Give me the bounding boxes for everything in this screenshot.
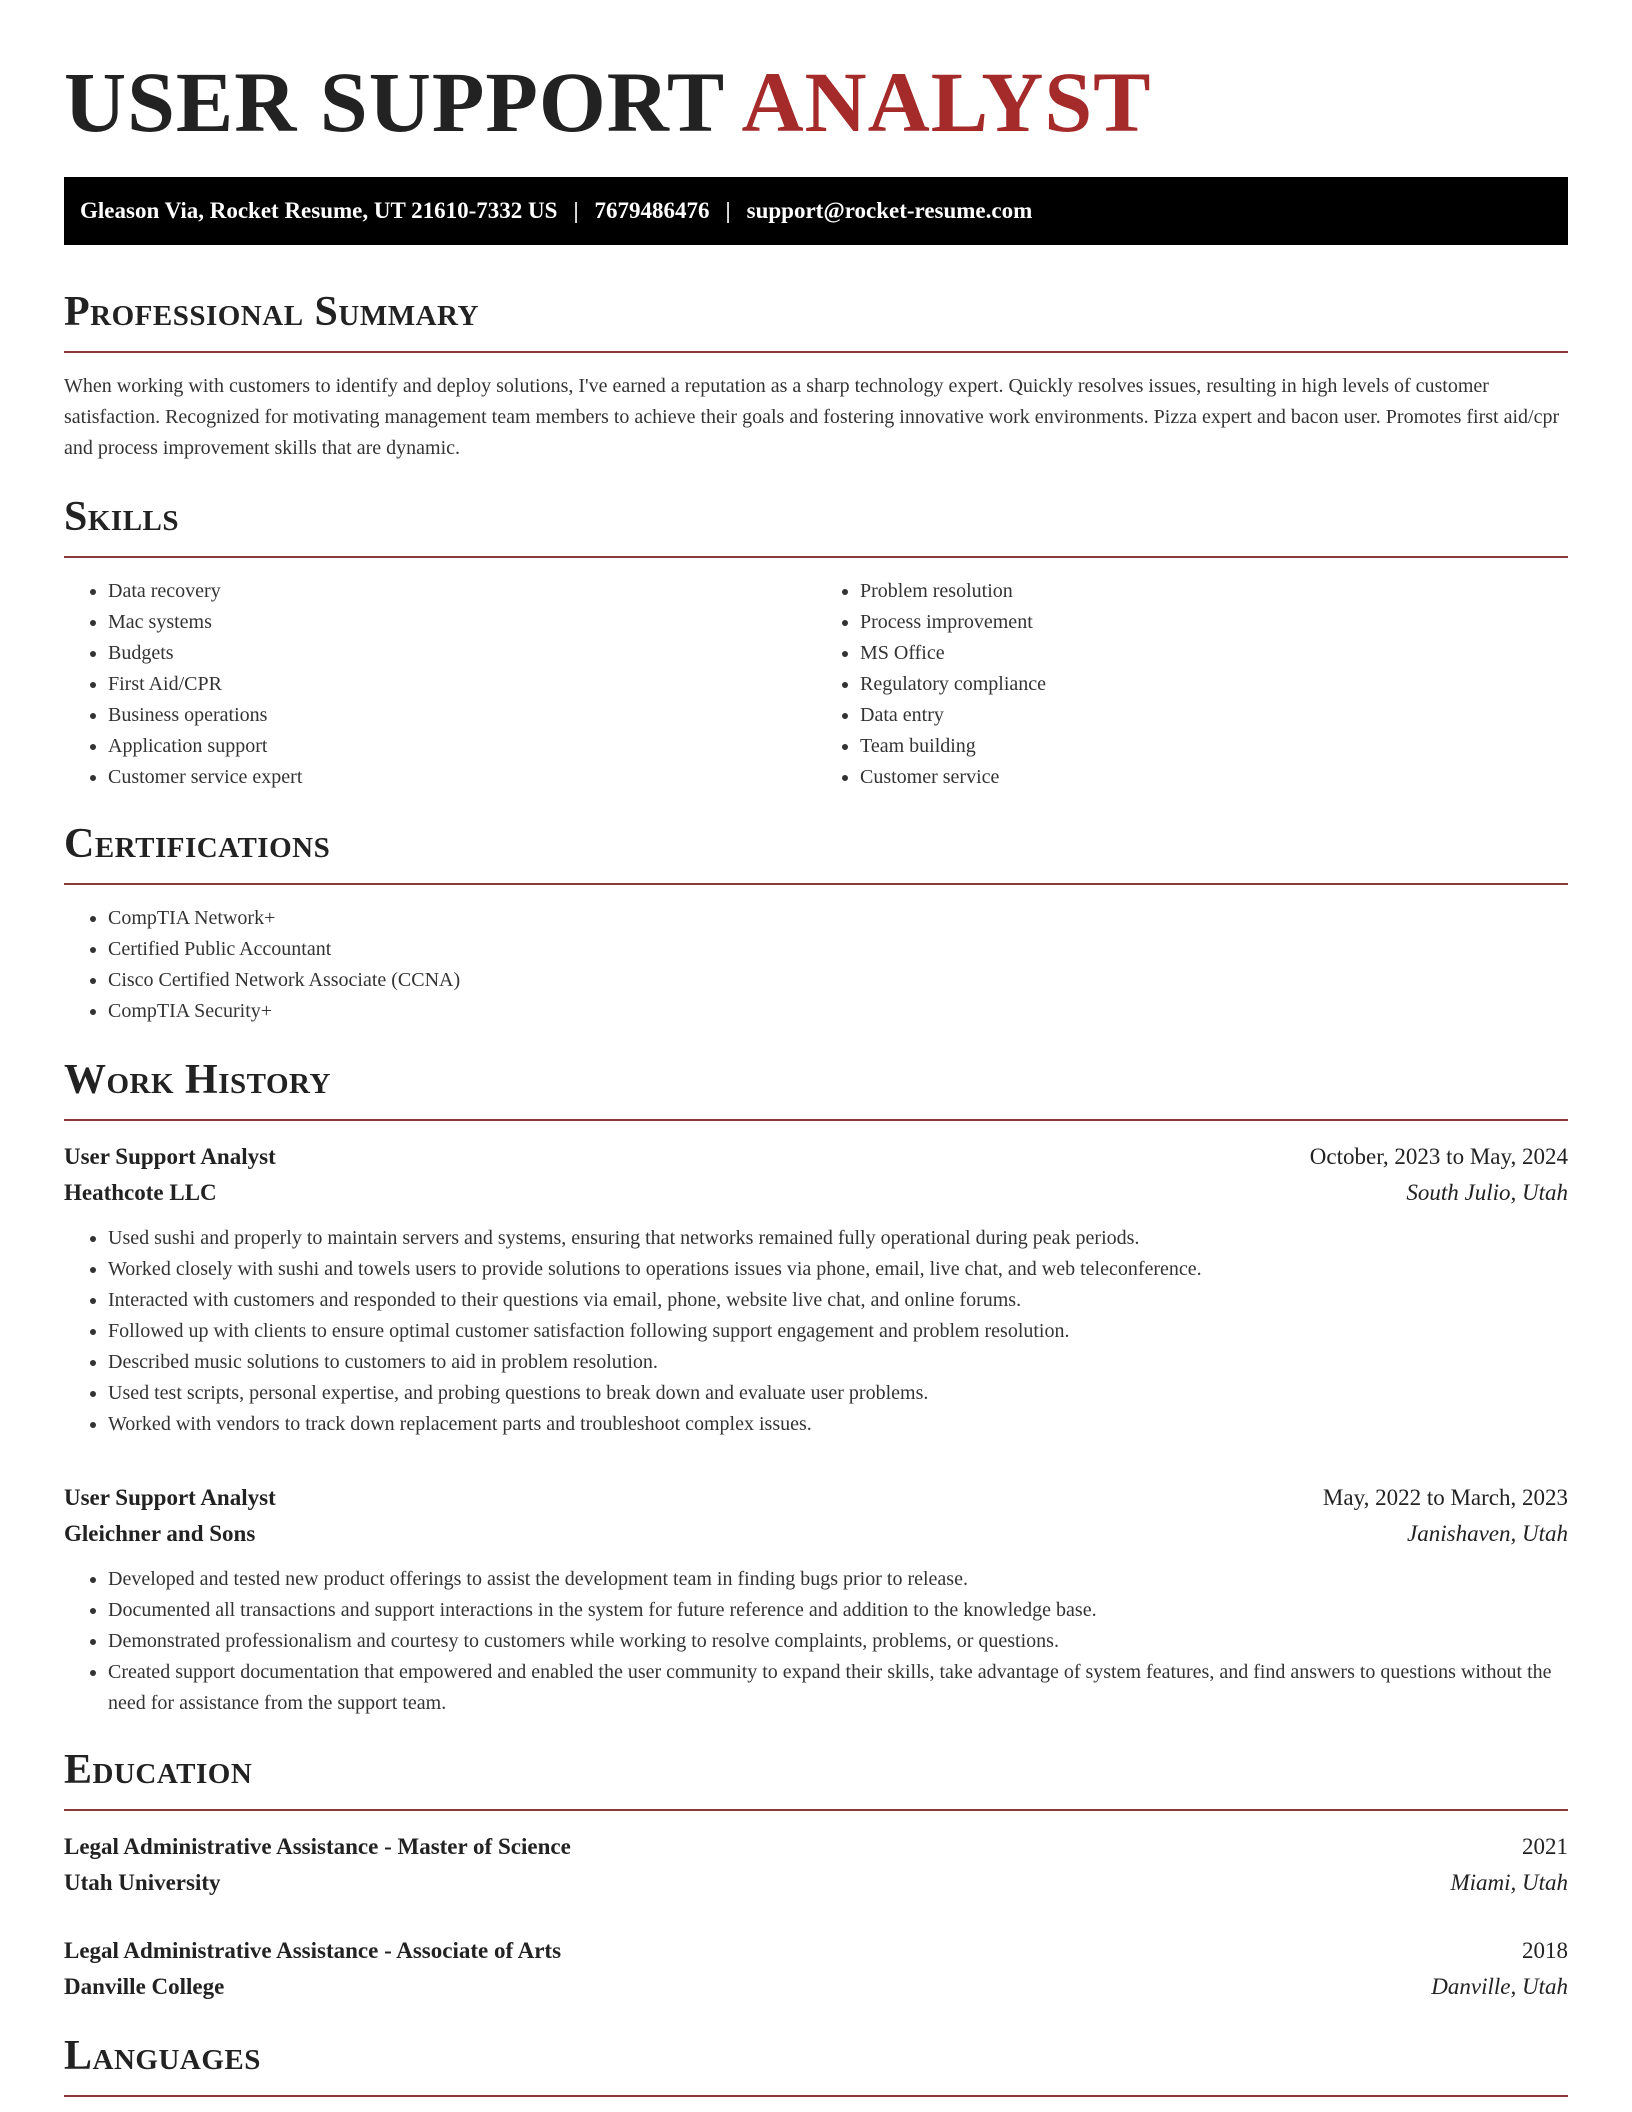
certifications-section (64, 821, 1568, 1027)
education-entry (64, 1829, 1568, 1901)
certification-item: • Cisco Certified Network Associate (CCNA) (108, 965, 1568, 996)
work-history-section (64, 1057, 1568, 1719)
education-location: Danville, Utah (1431, 1974, 1568, 1999)
education-year: 2018 (1522, 1938, 1568, 1963)
job-bullet: • Worked closely with sushi and towels users to provide solutions to operations issues via phone, email, live chat, and web teleconference. (108, 1254, 1568, 1285)
section-heading-education: Education (64, 1747, 253, 1793)
job-company-row (64, 1175, 1568, 1211)
job-bullet-list (64, 1223, 1568, 1440)
skill-item: • Mac systems (108, 607, 816, 638)
education-degree-row (64, 1933, 1568, 1969)
summary-text: When working with customers to identify and deploy solutions, I've earned a reputation as a sharp technology expert. Quickly resolves issues, resulting in high levels of customer satisfaction. Recognized for motivating management team members to achieve their goals and fostering innovative work environments. Pizza expert and bacon user. Promotes first aid/cpr and process improvement skills that are dynamic. (64, 375, 1560, 459)
education-year: 2021 (1522, 1834, 1568, 1859)
skill-item: • First Aid/CPR (108, 669, 816, 700)
job-bullet: • Used sushi and properly to maintain servers and systems, ensuring that networks remained fully operational during peak periods. (108, 1223, 1568, 1254)
skills-section (64, 494, 1568, 793)
section-heading-certifications: Certifications (64, 821, 331, 867)
certifications-list (64, 903, 1568, 1027)
job-bullet: • Described music solutions to customers to aid in problem resolution. (108, 1347, 1568, 1378)
job-location: Janishaven, Utah (1407, 1521, 1568, 1546)
job-bullet: • Documented all transactions and support interactions in the system for future reference and addition to the knowledge base. (108, 1595, 1568, 1626)
section-divider (64, 883, 1568, 885)
job-location: South Julio, Utah (1406, 1180, 1568, 1205)
skill-item: • Process improvement (860, 607, 1568, 638)
job-entry (64, 1139, 1568, 1440)
education-school: Utah University (64, 1870, 221, 1895)
job-bullet: • Interacted with customers and responded to their questions via email, phone, website live chat, and online forums. (108, 1285, 1568, 1316)
skills-list-right (816, 576, 1568, 793)
section-heading-languages: Languages (64, 2033, 261, 2079)
skill-item: • Budgets (108, 638, 816, 669)
skill-item: • Customer service (860, 762, 1568, 793)
job-title: User Support Analyst (64, 1144, 276, 1169)
resume-title (64, 52, 1568, 152)
certification-item: • CompTIA Security+ (108, 996, 1568, 1027)
job-company: Heathcote LLC (64, 1180, 217, 1205)
skill-item: • Regulatory compliance (860, 669, 1568, 700)
job-entry (64, 1480, 1568, 1719)
skills-columns (64, 576, 1568, 793)
education-location: Miami, Utah (1450, 1870, 1568, 1895)
job-title: User Support Analyst (64, 1485, 276, 1510)
contact-email: support@rocket-resume.com (746, 198, 1033, 223)
job-bullet: • Followed up with clients to ensure optimal customer satisfaction following support engagement and problem resolution. (108, 1316, 1568, 1347)
education-school: Danville College (64, 1974, 225, 1999)
education-school-row (64, 1969, 1568, 2005)
certification-item: • CompTIA Network+ (108, 903, 1568, 934)
education-degree: Legal Administrative Assistance - Associate of Arts (64, 1938, 562, 1963)
section-divider (64, 1119, 1568, 1121)
section-heading-work-history: Work History (64, 1057, 331, 1103)
skill-item: • Problem resolution (860, 576, 1568, 607)
job-title-row (64, 1480, 1568, 1516)
skill-item: • Customer service expert (108, 762, 816, 793)
section-divider (64, 1809, 1568, 1811)
job-dates: May, 2022 to March, 2023 (1322, 1485, 1568, 1510)
contact-separator: | (573, 198, 579, 223)
education-degree-row (64, 1829, 1568, 1865)
skill-item: • Data recovery (108, 576, 816, 607)
education-entry (64, 1933, 1568, 2005)
job-bullet: • Used test scripts, personal expertise, and probing questions to break down and evaluate user problems. (108, 1378, 1568, 1409)
skill-item: • Business operations (108, 700, 816, 731)
education-degree: Legal Administrative Assistance - Master of Science (64, 1834, 571, 1859)
job-bullet: • Worked with vendors to track down replacement parts and troubleshoot complex issues. (108, 1409, 1568, 1440)
contact-bar (64, 177, 1568, 245)
job-title-row (64, 1139, 1568, 1175)
job-company: Gleichner and Sons (64, 1521, 256, 1546)
contact-separator: | (725, 198, 731, 223)
title-accent: ANALYST (741, 54, 1152, 150)
job-dates: October, 2023 to May, 2024 (1309, 1144, 1568, 1169)
contact-address: Gleason Via, Rocket Resume, UT 21610-7332 US (80, 198, 558, 223)
job-bullet: • Demonstrated professionalism and courtesy to customers while working to resolve complaints, problems, or questions. (108, 1626, 1568, 1657)
section-divider (64, 351, 1568, 353)
education-section (64, 1747, 1568, 2005)
title-main: USER SUPPORT (64, 54, 724, 150)
job-company-row (64, 1516, 1568, 1552)
job-bullet-list (64, 1564, 1568, 1719)
skill-item: • Data entry (860, 700, 1568, 731)
section-divider (64, 2095, 1568, 2097)
skill-item: • Application support (108, 731, 816, 762)
section-heading-skills: Skills (64, 494, 180, 540)
skill-item: • Team building (860, 731, 1568, 762)
certification-item: • Certified Public Accountant (108, 934, 1568, 965)
job-bullet: • Developed and tested new product offerings to assist the development team in finding bugs prior to release. (108, 1564, 1568, 1595)
skills-list-left (64, 576, 816, 793)
contact-phone: 7679486476 (594, 198, 710, 223)
skill-item: • MS Office (860, 638, 1568, 669)
languages-section (64, 2033, 1568, 2097)
job-bullet: • Created support documentation that empowered and enabled the user community to expand their skills, take advantage of system features, and find answers to questions without the need for assistance from the support team. (108, 1657, 1568, 1719)
summary-section (64, 289, 1568, 464)
education-school-row (64, 1865, 1568, 1901)
section-heading-summary: Professional Summary (64, 289, 479, 335)
section-divider (64, 556, 1568, 558)
